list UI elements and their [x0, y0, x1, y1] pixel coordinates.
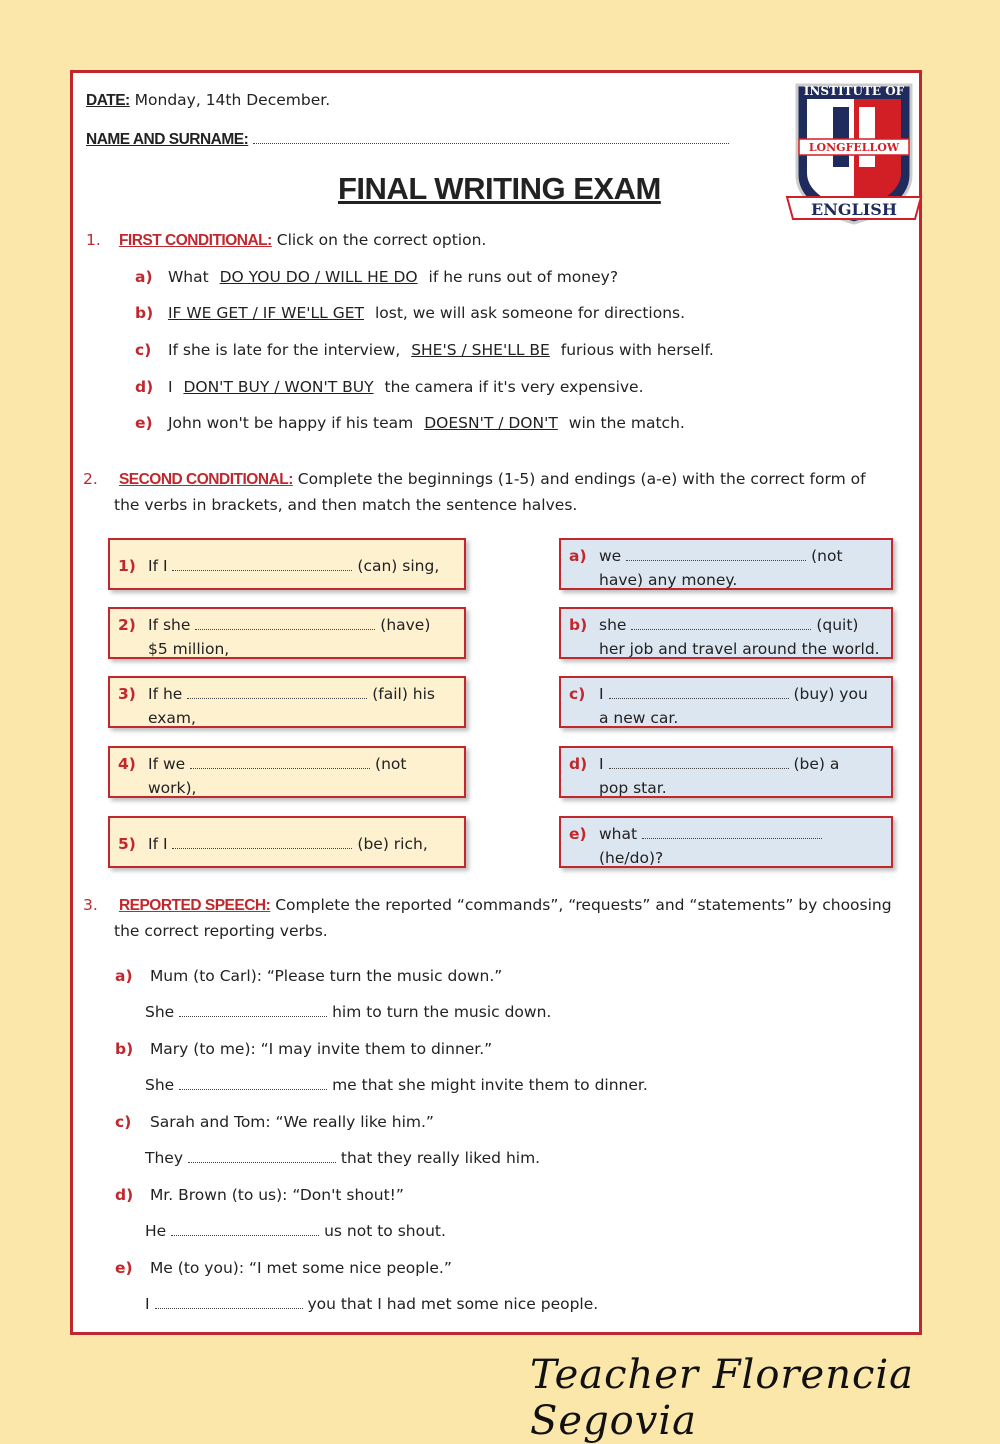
- s2-input-4[interactable]: [190, 767, 370, 769]
- date-row: [86, 91, 330, 110]
- s3-item-e: e) Me (to you): “I met some nice people.”: [115, 1259, 452, 1277]
- s3-answer-c: They that they really liked him.: [145, 1149, 541, 1167]
- section1-instruction: Click on the correct option.: [276, 231, 487, 249]
- s1-option-c[interactable]: SHE'S / SHE'LL BE: [411, 341, 550, 359]
- section3-heading: REPORTED SPEECH:: [118, 897, 271, 914]
- s2-ending-d: d) I (be) a pop star.: [559, 746, 893, 798]
- s1-option-a[interactable]: DO YOU DO / WILL HE DO: [219, 268, 418, 286]
- page-title: FINAL WRITING EXAM: [338, 171, 661, 206]
- s2-input-1[interactable]: [172, 569, 352, 571]
- section2-heading-row: 2. SECOND CONDITIONAL: Complete the beginnings (1-5) and endings (a-e) with the correct form of: [83, 470, 866, 488]
- s2-beginning-3: 3) If he (fail) his exam,: [108, 676, 466, 728]
- s3-input-e[interactable]: [155, 1307, 303, 1309]
- s1-option-e[interactable]: DOESN'T / DON'T: [424, 414, 558, 432]
- section2-heading: SECOND CONDITIONAL:: [118, 471, 293, 488]
- s3-item-c: c) Sarah and Tom: “We really like him.”: [115, 1113, 434, 1131]
- name-row: [86, 130, 729, 149]
- s3-input-a[interactable]: [179, 1015, 327, 1017]
- s2-input-e[interactable]: [642, 837, 822, 839]
- s1-item-e: e) John won't be happy if his team DOESN'T / DON'T win the match.: [135, 414, 685, 432]
- s1-item-c: c) If she is late for the interview, SHE'S / SHE'LL BE furious with herself.: [135, 341, 714, 359]
- s2-input-b[interactable]: [631, 628, 811, 630]
- s2-ending-c: c) I (buy) you a new car.: [559, 676, 893, 728]
- s3-input-d[interactable]: [171, 1234, 319, 1236]
- s3-answer-a: She him to turn the music down.: [145, 1003, 552, 1021]
- s2-input-a[interactable]: [626, 559, 806, 561]
- section3-number: 3.: [83, 896, 98, 914]
- institute-logo: [783, 79, 925, 225]
- s3-input-b[interactable]: [179, 1088, 327, 1090]
- s2-ending-b: b) she (quit) her job and travel around the world.: [559, 607, 893, 659]
- logo-top-text: INSTITUTE OF: [803, 84, 905, 98]
- s3-item-a: a) Mum (to Carl): “Please turn the music down.”: [115, 967, 503, 985]
- s2-beginning-2: 2) If she (have) $5 million,: [108, 607, 466, 659]
- section1-heading-row: [86, 231, 486, 250]
- logo-middle-text: LONGFELLOW: [808, 141, 900, 154]
- s1-item-a: a) What DO YOU DO / WILL HE DO if he runs out of money?: [135, 268, 619, 286]
- s3-input-c[interactable]: [188, 1161, 336, 1163]
- date-value: Monday, 14th December.: [134, 91, 331, 109]
- date-label: DATE:: [86, 92, 130, 109]
- s2-input-5[interactable]: [172, 847, 352, 849]
- s1-item-d: d) I DON'T BUY / WON'T BUY the camera if it's very expensive.: [135, 378, 644, 396]
- worksheet: [70, 70, 922, 1335]
- section3-instruction-line2: the correct reporting verbs.: [114, 922, 328, 940]
- s3-item-b: b) Mary (to me): “I may invite them to dinner.”: [115, 1040, 493, 1058]
- s2-input-2[interactable]: [195, 628, 375, 630]
- section1-heading: FIRST CONDITIONAL:: [118, 232, 272, 249]
- s2-input-d[interactable]: [609, 767, 789, 769]
- s2-ending-e: e) what (he/do)?: [559, 816, 893, 868]
- s1-option-d[interactable]: DON'T BUY / WON'T BUY: [183, 378, 374, 396]
- s1-option-b[interactable]: IF WE GET / IF WE'LL GET: [167, 304, 365, 322]
- s3-answer-d: He us not to shout.: [145, 1222, 446, 1240]
- section3-heading-row: 3. REPORTED SPEECH: Complete the reported “commands”, “requests” and “statements” by choosing: [83, 896, 892, 914]
- s2-input-3[interactable]: [187, 697, 367, 699]
- s2-input-c[interactable]: [609, 697, 789, 699]
- s3-item-d: d) Mr. Brown (to us): “Don't shout!”: [115, 1186, 404, 1204]
- section2-number: 2.: [83, 470, 98, 488]
- section1-number: 1.: [86, 231, 101, 249]
- logo-bottom-text: ENGLISH: [811, 200, 897, 219]
- s2-ending-a: a) we (not have) any money.: [559, 538, 893, 590]
- section2-instruction-line2: the verbs in brackets, and then match the sentence halves.: [114, 496, 578, 514]
- s3-answer-e: I you that I had met some nice people.: [145, 1295, 599, 1313]
- s2-beginning-4: 4) If we (not work),: [108, 746, 466, 798]
- s2-beginning-1: 1) If I (can) sing,: [108, 538, 466, 590]
- s2-beginning-5: 5) If I (be) rich,: [108, 816, 466, 868]
- teacher-signature: Teacher Florencia Segovia: [530, 1352, 914, 1444]
- s1-item-b: b) IF WE GET / IF WE'LL GET lost, we will ask someone for directions.: [135, 304, 686, 322]
- name-label: NAME AND SURNAME:: [86, 131, 249, 148]
- name-input-line[interactable]: [253, 142, 729, 144]
- s3-answer-b: She me that she might invite them to dinner.: [145, 1076, 648, 1094]
